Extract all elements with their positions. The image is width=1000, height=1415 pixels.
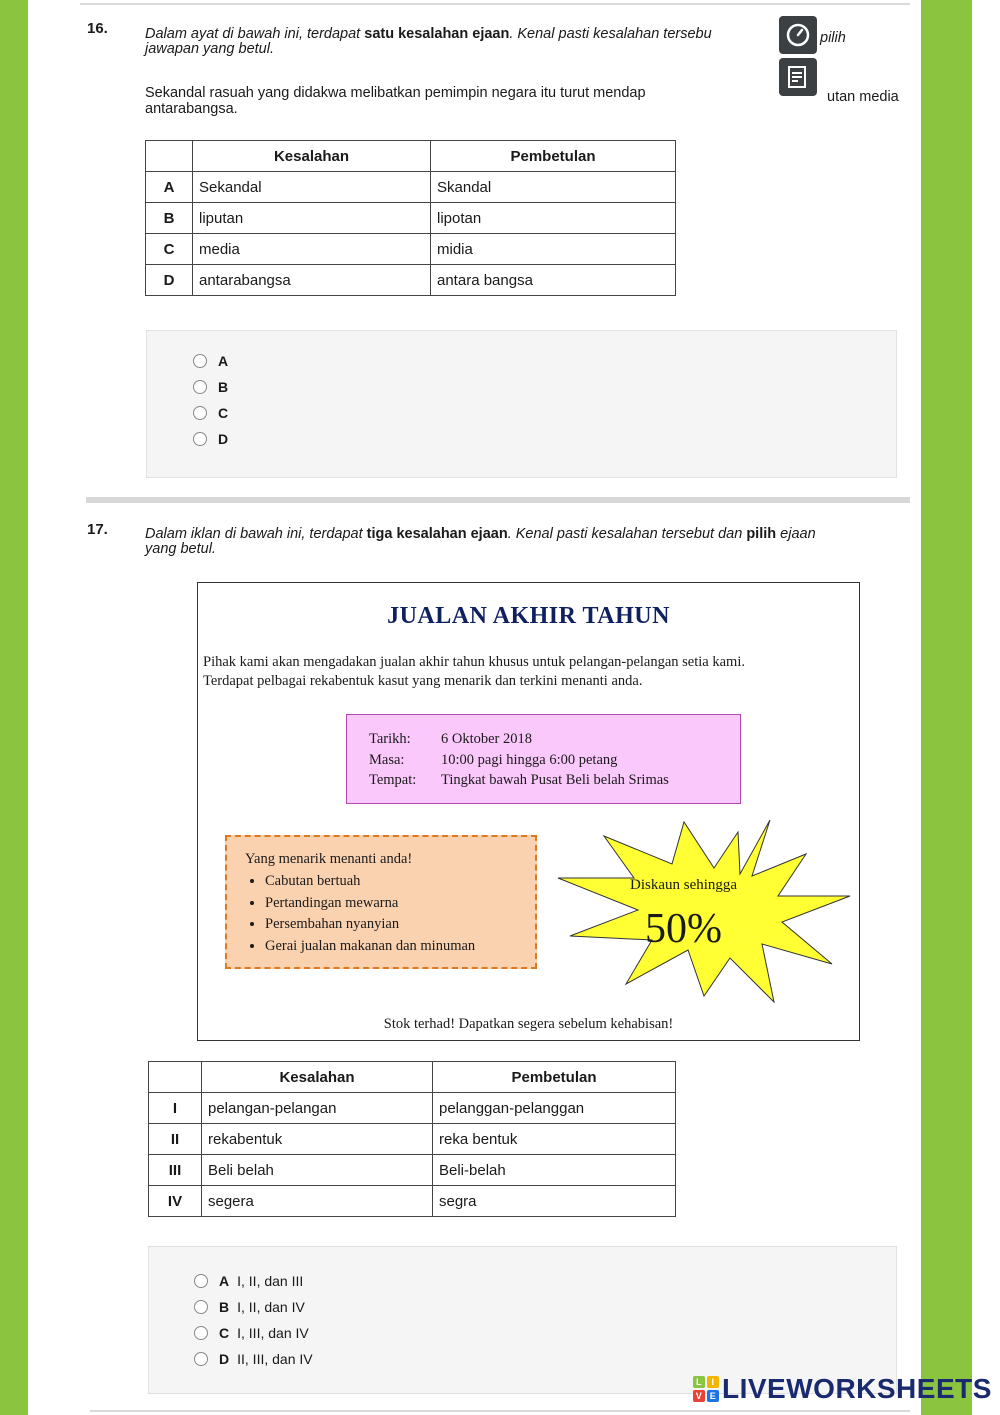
q17-number: 17. bbox=[87, 521, 108, 538]
timer-button[interactable] bbox=[779, 16, 817, 54]
advert-body bbox=[203, 653, 853, 691]
table-row bbox=[146, 265, 676, 296]
table-row bbox=[146, 234, 676, 265]
advert-body-line2: Terdapat pelbagai rekabentuk kasut yang menarik dan terkini menanti anda. bbox=[203, 673, 643, 689]
discount-value: 50% bbox=[645, 906, 722, 952]
q17-instruction-line2: yang betul. bbox=[145, 541, 216, 557]
table-row bbox=[149, 1186, 676, 1217]
row-wrong: media bbox=[193, 234, 431, 265]
bottom-divider bbox=[90, 1410, 910, 1412]
q16-instruction-line2: jawapan yang betul. bbox=[145, 41, 274, 57]
radio-button[interactable] bbox=[194, 1274, 208, 1288]
table-row bbox=[149, 1124, 676, 1155]
notes-icon bbox=[786, 64, 810, 90]
table-corner bbox=[146, 141, 193, 172]
advert-body-line1: Pihak kami akan mengadakan jualan akhir tahun khusus untuk pelangan-pelangan setia kami. bbox=[203, 654, 745, 670]
q16-option-a[interactable]: A bbox=[193, 353, 236, 369]
q16-options-box bbox=[146, 330, 897, 478]
header-pembetulan: Pembetulan bbox=[433, 1062, 676, 1093]
section-divider bbox=[86, 497, 910, 503]
row-wrong: pelangan-pelangan bbox=[202, 1093, 433, 1124]
liveworksheets-logo bbox=[693, 1373, 992, 1405]
q16-passage-line2: antarabangsa. bbox=[145, 101, 238, 117]
right-green-border bbox=[921, 0, 972, 1415]
row-wrong: liputan bbox=[193, 203, 431, 234]
row-wrong: Beli belah bbox=[202, 1155, 433, 1186]
row-right: midia bbox=[431, 234, 676, 265]
row-right: antara bangsa bbox=[431, 265, 676, 296]
row-label: IV bbox=[149, 1186, 202, 1217]
row-right: segra bbox=[433, 1186, 676, 1217]
q17-options-box bbox=[148, 1246, 897, 1394]
row-label: D bbox=[146, 265, 193, 296]
logo-text: LIVEWORKSHEETS bbox=[722, 1373, 992, 1404]
radio-button[interactable] bbox=[193, 432, 207, 446]
radio-button[interactable] bbox=[193, 406, 207, 420]
q16-passage-line1: Sekandal rasuah yang didakwa melibatkan pemimpin negara itu turut mendap bbox=[145, 85, 646, 101]
q16-option-c[interactable]: C bbox=[193, 405, 236, 421]
header-kesalahan: Kesalahan bbox=[193, 141, 431, 172]
list-item: • Gerai jualan makanan dan minuman bbox=[265, 936, 475, 958]
row-label: III bbox=[149, 1155, 202, 1186]
row-right: Beli-belah bbox=[433, 1155, 676, 1186]
timer-icon bbox=[785, 22, 811, 48]
table-row bbox=[149, 1155, 676, 1186]
highlights-list bbox=[227, 871, 475, 957]
q17-option-a[interactable]: A I, II, dan III bbox=[194, 1273, 303, 1289]
row-wrong: segera bbox=[202, 1186, 433, 1217]
radio-button[interactable] bbox=[194, 1326, 208, 1340]
table-header-row bbox=[146, 141, 676, 172]
q17-option-c[interactable]: C I, III, dan IV bbox=[194, 1325, 309, 1341]
highlights-heading: Yang menarik menanti anda! bbox=[245, 851, 413, 867]
q17-option-b[interactable]: B I, II, dan IV bbox=[194, 1299, 305, 1315]
header-kesalahan: Kesalahan bbox=[202, 1062, 433, 1093]
q16-passage-line1-end: utan media bbox=[827, 89, 899, 105]
row-label: II bbox=[149, 1124, 202, 1155]
table-row bbox=[149, 1093, 676, 1124]
radio-button[interactable] bbox=[193, 380, 207, 394]
row-right: lipotan bbox=[431, 203, 676, 234]
row-label: B bbox=[146, 203, 193, 234]
table-header-row bbox=[149, 1062, 676, 1093]
q16-number: 16. bbox=[87, 20, 108, 37]
logo-mark: L I V E bbox=[693, 1376, 719, 1402]
row-right: pelanggan-pelanggan bbox=[433, 1093, 676, 1124]
advert-title: JUALAN AKHIR TAHUN bbox=[387, 603, 670, 629]
list-item: • Cabutan bertuah bbox=[265, 871, 475, 893]
notes-button[interactable] bbox=[779, 58, 817, 96]
q16-instruction: Dalam ayat di bawah ini, terdapat satu kesalahan ejaan. Kenal pasti kesalahan tersebu bbox=[145, 26, 712, 42]
sale-advert bbox=[197, 582, 860, 1041]
table-row bbox=[146, 172, 676, 203]
advert-footer: Stok terhad! Dapatkan segera sebelum kehabisan! bbox=[383, 1016, 674, 1032]
detail-row: Tempat: Tingkat bawah Pusat Beli belah Srimas bbox=[369, 772, 669, 788]
radio-button[interactable] bbox=[194, 1300, 208, 1314]
list-item: • Pertandingan mewarna bbox=[265, 893, 475, 915]
highlights-box bbox=[225, 835, 537, 969]
row-right: Skandal bbox=[431, 172, 676, 203]
row-wrong: rekabentuk bbox=[202, 1124, 433, 1155]
detail-row: Tarikh: 6 Oktober 2018 bbox=[369, 731, 533, 747]
radio-button[interactable] bbox=[194, 1352, 208, 1366]
row-right: reka bentuk bbox=[433, 1124, 676, 1155]
top-divider bbox=[80, 3, 910, 5]
event-details-box bbox=[346, 714, 741, 804]
q17-instruction: Dalam iklan di bawah ini, terdapat tiga kesalahan ejaan. Kenal pasti kesalahan tersebut dan pilih ejaan bbox=[145, 526, 816, 542]
row-label: C bbox=[146, 234, 193, 265]
q17-table bbox=[148, 1061, 676, 1217]
row-label: I bbox=[149, 1093, 202, 1124]
list-item: • Persembahan nyanyian bbox=[265, 914, 475, 936]
q16-option-b[interactable]: B bbox=[193, 379, 236, 395]
table-row bbox=[146, 203, 676, 234]
header-pembetulan: Pembetulan bbox=[431, 141, 676, 172]
row-wrong: Sekandal bbox=[193, 172, 431, 203]
radio-button[interactable] bbox=[193, 354, 207, 368]
q16-option-d[interactable]: D bbox=[193, 431, 236, 447]
q16-instruction-tail: pilih bbox=[820, 30, 846, 46]
row-label: A bbox=[146, 172, 193, 203]
table-corner bbox=[149, 1062, 202, 1093]
row-wrong: antarabangsa bbox=[193, 265, 431, 296]
left-green-border bbox=[0, 0, 28, 1415]
q17-option-d[interactable]: D II, III, dan IV bbox=[194, 1351, 313, 1367]
detail-row: Masa: 10:00 pagi hingga 6:00 petang bbox=[369, 752, 618, 768]
q16-table bbox=[145, 140, 676, 296]
discount-label: Diskaun sehingga bbox=[630, 877, 738, 893]
